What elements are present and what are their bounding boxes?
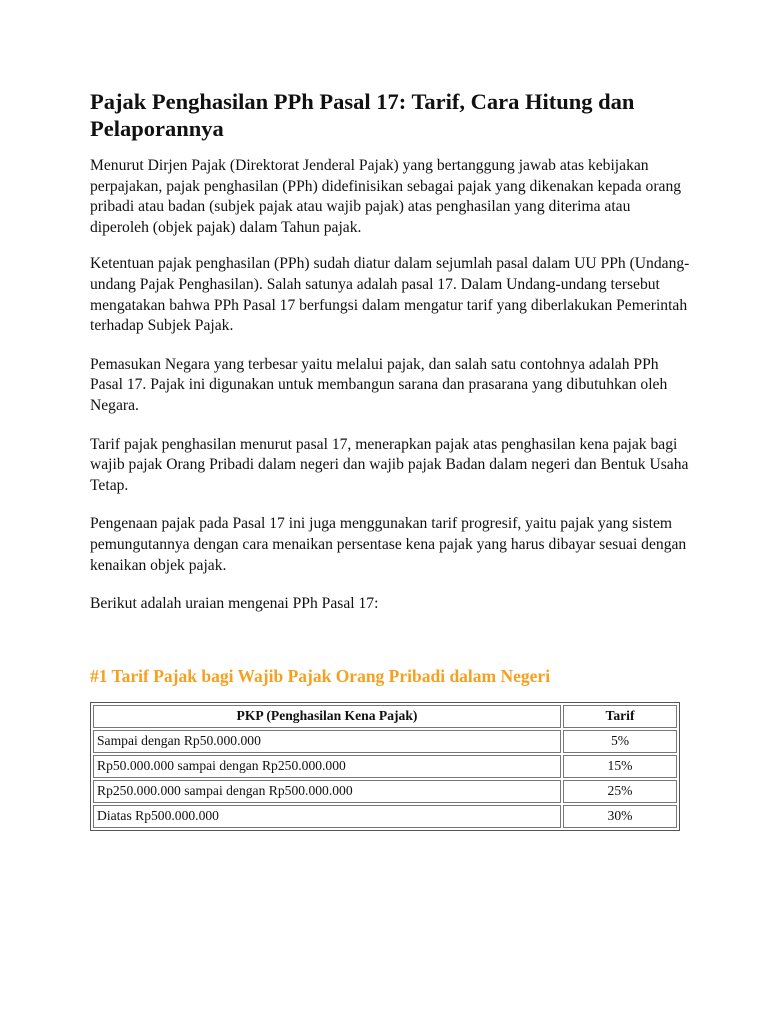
document-page bbox=[90, 88, 690, 831]
table-cell-tarif: 30% bbox=[563, 805, 677, 828]
table-cell-pkp: Sampai dengan Rp50.000.000 bbox=[93, 730, 561, 753]
table-header-pkp: PKP (Penghasilan Kena Pajak) bbox=[93, 705, 561, 728]
table-cell-pkp: Diatas Rp500.000.000 bbox=[93, 805, 561, 828]
paragraph-state-revenue: Pemasukan Negara yang terbesar yaitu melalui pajak, dan salah satu contohnya adalah PPh Pasal 17. Pajak ini digunakan untuk membangun sarana dan prasarana yang dibutuhkan oleh Negara. bbox=[90, 355, 668, 414]
paragraph-intro-list: Berikut adalah uraian mengenai PPh Pasal 17: bbox=[90, 595, 379, 613]
paragraph-progressive-tariff: Pengenaan pajak pada Pasal 17 ini juga menggunakan tarif progresif, yaitu pajak yang sistem pemungutannya dengan cara menaikan persentase kena pajak yang harus dibayar sesuai dengan kenaikan objek pajak. bbox=[90, 515, 687, 574]
table-row bbox=[93, 755, 677, 778]
table-row bbox=[93, 780, 677, 803]
page-title: Pajak Penghasilan PPh Pasal 17: Tarif, Cara Hitung dan Pelaporannya bbox=[90, 89, 635, 141]
table-cell-pkp: Rp50.000.000 sampai dengan Rp250.000.000 bbox=[93, 755, 561, 778]
table-cell-pkp: Rp250.000.000 sampai dengan Rp500.000.000 bbox=[93, 780, 561, 803]
table-cell-tarif: 5% bbox=[563, 730, 677, 753]
section-heading: #1 Tarif Pajak bagi Wajib Pajak Orang Pribadi dalam Negeri bbox=[90, 665, 551, 686]
table-row bbox=[93, 805, 677, 828]
table-header-row bbox=[93, 705, 677, 728]
table-cell-tarif: 15% bbox=[563, 755, 677, 778]
table-cell-tarif: 25% bbox=[563, 780, 677, 803]
paragraph-regulation: Ketentuan pajak penghasilan (PPh) sudah diatur dalam sejumlah pasal dalam UU PPh (Undang-undang Pajak Penghasilan). Salah satunya adalah pasal 17. Dalam Undang-undang tersebut mengatakan bahwa PPh Pasal 17 berfungsi dalam mengatur tarif yang diberlakukan Pemerintah terhadap Subjek Pajak. bbox=[90, 255, 690, 335]
paragraph-definition: Menurut Dirjen Pajak (Direktorat Jenderal Pajak) yang bertanggung jawab atas kebijakan perpajakan, pajak penghasilan (PPh) didefinisikan sebagai pajak yang dikenakan kepada orang pribadi atau badan (subjek pajak atau wajib pajak) atas penghasilan yang diterima atau diperoleh (objek pajak) dalam Tahun pajak. bbox=[90, 157, 682, 236]
table-header-tarif: Tarif bbox=[563, 705, 677, 728]
table-row bbox=[93, 730, 677, 753]
paragraph-tariff-application: Tarif pajak penghasilan menurut pasal 17, menerapkan pajak atas penghasilan kena pajak bagi wajib pajak Orang Pribadi dalam negeri dan wajib pajak Badan dalam negeri dan Bentuk Usaha Tetap. bbox=[90, 435, 689, 494]
tariff-table bbox=[90, 702, 680, 831]
